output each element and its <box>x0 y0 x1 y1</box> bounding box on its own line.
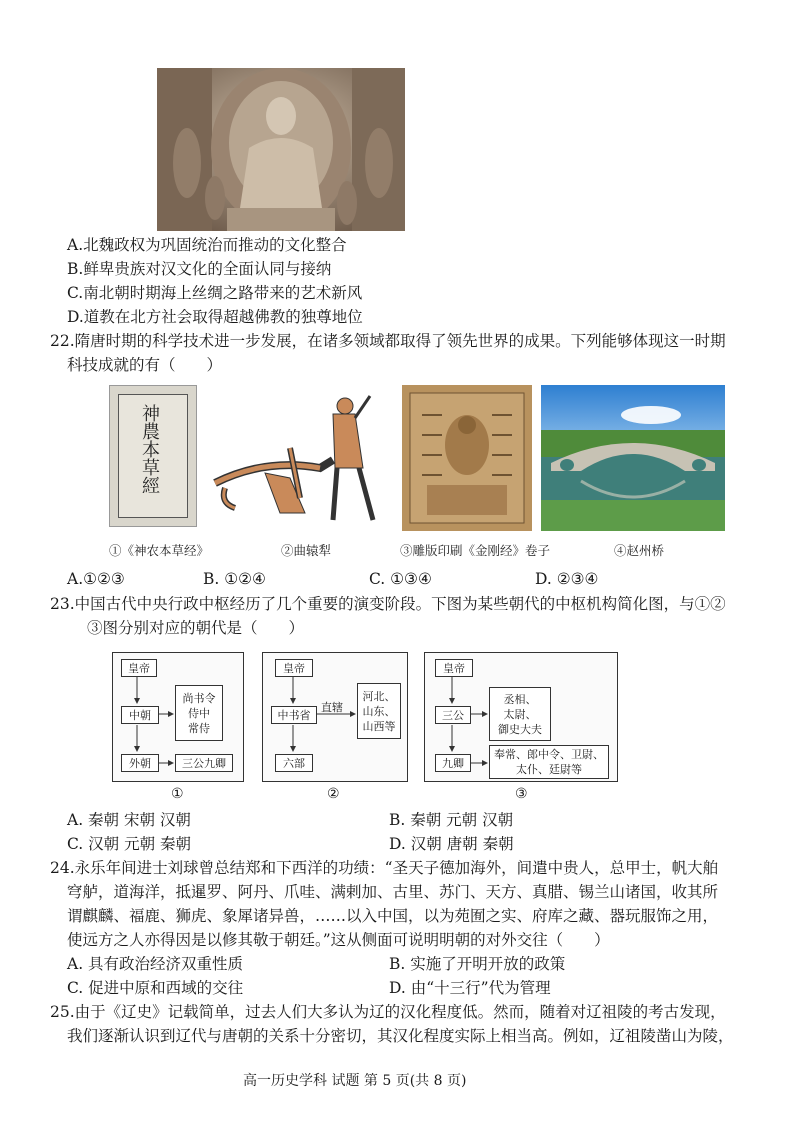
d1-inner-court: 中朝 <box>121 706 159 724</box>
d3-three-excellencies: 三公 <box>435 706 471 724</box>
q23-option-c: C. 汉朝 元朝 秦朝 <box>67 835 192 853</box>
q23-option-a: A. 秦朝 宋朝 汉朝 <box>67 811 191 829</box>
q22-option-a: A.①②③ <box>67 570 125 588</box>
q24-option-b: B. 实施了开明开放的政策 <box>389 955 566 973</box>
d2-side-2: 山西等 <box>362 719 396 733</box>
q24-option-c: C. 促进中原和西域的交往 <box>67 979 244 997</box>
q24-stem-line-2: 穹舻，道海洋，抵暹罗、阿丹、爪哇、满剌加、古里、苏门、天方、真腊、锡兰山诸国，收其所 <box>67 883 719 901</box>
d2-six-ministries: 六部 <box>275 754 313 772</box>
diagram-2 <box>262 652 408 782</box>
d3-side-1: 太尉、 <box>503 707 537 721</box>
q21-option-d: D.道教在北方社会取得超越佛教的独尊地位 <box>67 308 363 326</box>
page-footer: 高一历史学科 试题 第 5 页(共 8 页) <box>243 1073 467 1089</box>
q25-stem-line-1: 25.由于《辽史》记载简单，过去人们大多认为辽的汉化程度低。然而，随着对辽祖陵的考古发现， <box>50 1003 726 1021</box>
caption-1: ①《神农本草经》 <box>109 543 210 558</box>
book-title: 神農本草經 <box>139 404 160 494</box>
q22-option-d: D. ②③④ <box>535 570 599 588</box>
d1-side-1: 侍中 <box>188 706 210 720</box>
q22-option-c: C. ①③④ <box>369 570 432 588</box>
d2-side-1: 山东、 <box>362 704 396 718</box>
q25-stem-line-2: 我们逐渐认识到辽代与唐朝的关系十分密切，其汉化程度实际上相当高。例如，辽祖陵凿山为陵， <box>67 1027 734 1045</box>
d3-nine-ministers: 九卿 <box>435 754 471 772</box>
caption-4: ④赵州桥 <box>614 543 665 558</box>
shennong-bencaojing-image <box>109 385 197 527</box>
d2-number: ② <box>327 786 340 802</box>
q23-option-b: B. 秦朝 元朝 汉朝 <box>389 811 514 829</box>
d3-side-0: 丞相、 <box>503 692 537 706</box>
q22-option-b: B. ①②④ <box>203 570 266 588</box>
d1-emperor: 皇帝 <box>121 659 157 677</box>
d1-bottom-right: 三公九卿 <box>175 754 233 772</box>
quyuan-plow-image <box>205 388 390 528</box>
diagram-1 <box>112 652 244 782</box>
diamond-sutra-image <box>402 385 532 531</box>
q24-option-a: A. 具有政治经济双重性质 <box>67 955 244 973</box>
d3-number: ③ <box>515 786 528 802</box>
d1-side-0: 尚书令 <box>182 691 216 705</box>
d3-bottom-right-0: 奉常、郎中令、卫尉、 <box>494 748 604 761</box>
q24-stem-line-3: 谓麒麟、福鹿、狮虎、象犀诸异兽，……以入中国，以为苑囿之实、府库之藏、器玩服饰之用， <box>67 907 719 925</box>
yungang-buddha-photo <box>157 68 405 231</box>
q21-option-a: A.北魏政权为巩固统治而推动的文化整合 <box>67 236 347 254</box>
d2-secretariat: 中书省 <box>271 706 317 724</box>
caption-3: ③雕版印刷《金刚经》卷子 <box>400 543 551 558</box>
d2-emperor: 皇帝 <box>275 659 313 677</box>
q22-stem-line-1: 22.隋唐时期的科学技术进一步发展，在诸多领域都取得了领先世界的成果。下列能够体现这一时期 <box>50 332 726 350</box>
d1-number: ① <box>171 786 184 802</box>
d2-side <box>357 683 401 739</box>
diagram-3 <box>424 652 618 782</box>
q24-stem-line-4: 使远方之人亦得因是以修其敬于朝廷。”这从侧面可说明明朝的对外交往（ ） <box>67 931 610 949</box>
d1-outer-court: 外朝 <box>121 754 159 772</box>
q23-option-d: D. 汉朝 唐朝 秦朝 <box>389 835 514 853</box>
q21-option-c: C.南北朝时期海上丝绸之路带来的艺术新风 <box>67 284 363 302</box>
d3-side <box>489 687 551 741</box>
q23-stem-line-1: 23.中国古代中央行政中枢经历了几个重要的演变阶段。下图为某些朝代的中枢机构简化图，与①② <box>50 595 726 613</box>
zhaozhou-bridge-image <box>541 385 725 531</box>
caption-2: ②曲辕犁 <box>281 543 332 558</box>
d1-side <box>175 685 223 741</box>
d1-side-2: 常侍 <box>188 721 210 735</box>
d3-bottom-right-1: 太仆、廷尉等 <box>516 763 582 776</box>
q23-stem-line-2: ③图分别对应的朝代是（ ） <box>87 619 305 637</box>
d3-side-2: 御史大夫 <box>498 722 542 736</box>
q21-option-b: B.鲜卑贵族对汉文化的全面认同与接纳 <box>67 260 332 278</box>
q24-stem-line-1: 24.永乐年间进士刘球曾总结郑和下西洋的功绩：“圣天子德加海外，间遣中贵人，总甲士，帆大舶 <box>50 859 719 877</box>
q22-stem-line-2: 科技成就的有（ ） <box>67 356 223 374</box>
d2-arrow-label: 直辖 <box>321 701 343 714</box>
d3-emperor: 皇帝 <box>435 659 473 677</box>
d2-side-0: 河北、 <box>362 689 396 703</box>
d3-bottom-right <box>489 745 609 779</box>
q24-option-d: D. 由“十三行”代为管理 <box>389 979 551 997</box>
